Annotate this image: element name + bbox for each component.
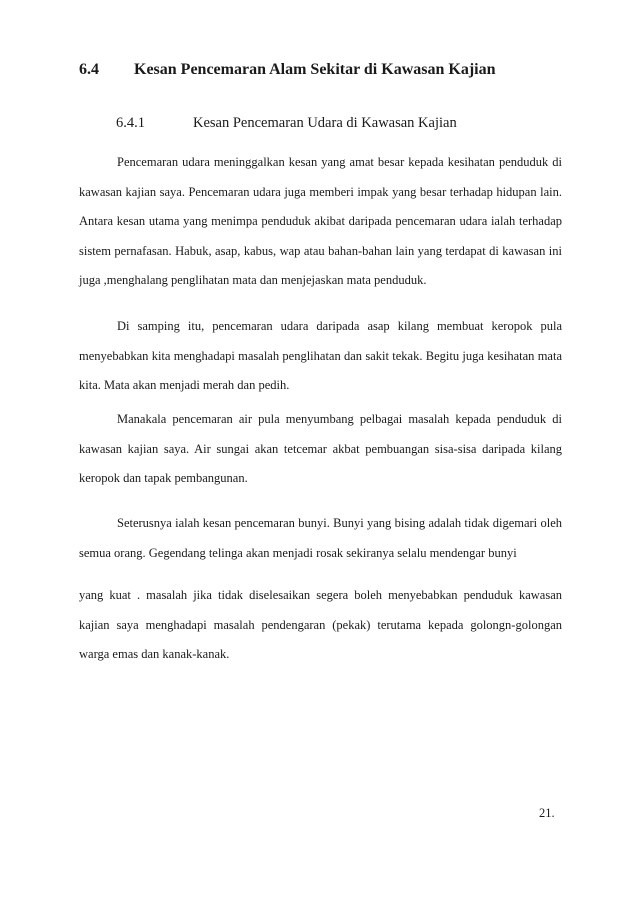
paragraph-text: yang kuat . masalah jika tidak diselesaikan segera boleh menyebabkan penduduk kawasan kajian saya menghadapi masalah pendengaran (pekak) terutama kepada golongn-golongan warga emas dan kanak-kanak. — [79, 588, 562, 661]
paragraph-air-pollution — [79, 148, 562, 296]
paragraph-noise-pollution — [79, 509, 562, 568]
paragraph-text: Di samping itu, pencemaran udara daripada asap kilang membuat keropok pula menyebabkan kita menghadapi masalah penglihatan dan sakit tekak. Begitu juga kesihatan mata kita. Mata akan menjadi merah dan pedih. — [79, 319, 562, 392]
subsection-heading — [116, 115, 457, 132]
paragraph-text: Seterusnya ialah kesan pencemaran bunyi. Bunyi yang bising adalah tidak digemari oleh semua orang. Gegendang telinga akan menjadi rosak sekiranya selalu mendengar bunyi — [79, 516, 562, 560]
paragraph-text: Manakala pencemaran air pula menyumbang pelbagai masalah kepada penduduk di kawasan kajian saya. Air sungai akan tetcemar akbat pembuangan sisa-sisa daripada kilang keropok dan tapak pembangunan. — [79, 412, 562, 485]
paragraph-text: Pencemaran udara meninggalkan kesan yang amat besar kepada kesihatan penduduk di kawasan kajian saya. Pencemaran udara juga memberi impak yang besar terhadap hidupan lain. Antara kesan utama yang menimpa penduduk akibat daripada pencemaran udara ialah terhadap sistem pernafasan. Habuk, asap, kabus, wap atau bahan-bahan lain yang terdapat di kawasan ini juga ,menghalang penglihatan mata dan menjejaskan mata penduduk. — [79, 155, 562, 287]
paragraph-water-pollution — [79, 405, 562, 494]
section-title: Kesan Pencemaran Alam Sekitar di Kawasan Kajian — [134, 61, 496, 78]
section-heading — [79, 61, 496, 79]
section-number: 6.4 — [79, 61, 99, 78]
page-number: 21. — [539, 806, 555, 820]
paragraph-factory-smoke — [79, 312, 562, 401]
subsection-title: Kesan Pencemaran Udara di Kawasan Kajian — [193, 115, 457, 131]
paragraph-noise-continuation — [79, 581, 562, 670]
subsection-number: 6.4.1 — [116, 115, 145, 131]
